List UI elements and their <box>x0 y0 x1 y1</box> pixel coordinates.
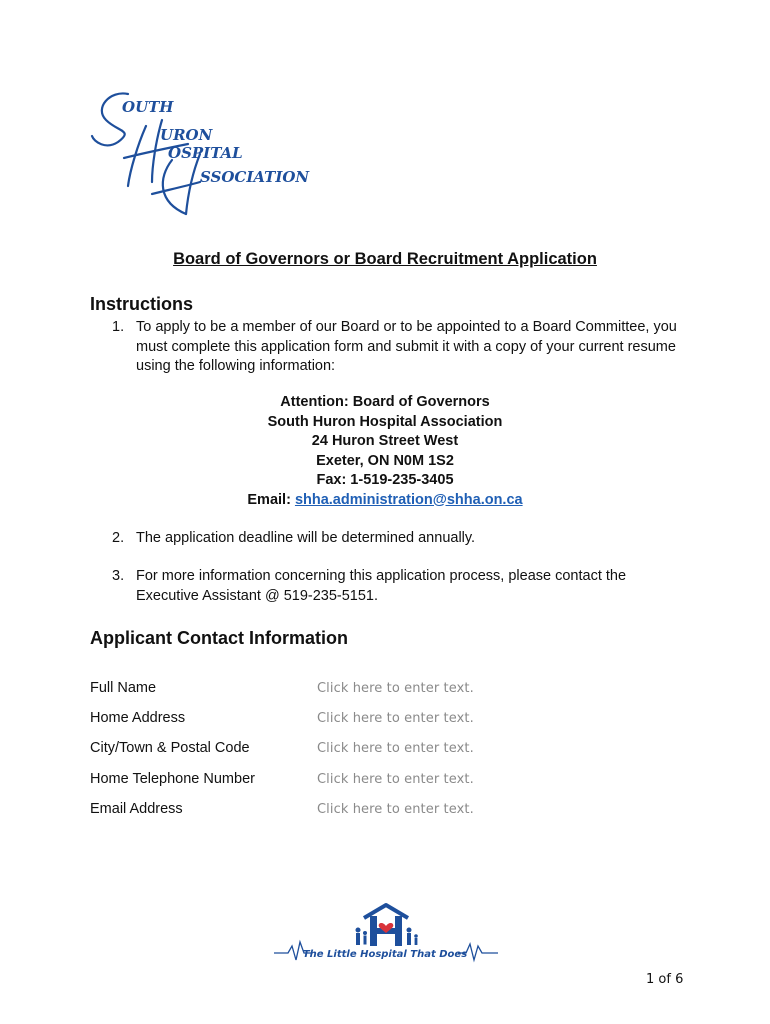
field-home-telephone <box>90 771 690 791</box>
shha-logo <box>88 82 310 222</box>
field-city-postal <box>90 740 690 760</box>
page-number: 1 of 6 <box>646 972 684 987</box>
field-home-address <box>90 710 690 730</box>
field-email-address <box>90 801 690 821</box>
address-city: Exeter, ON N0M 1S2 <box>316 452 454 469</box>
instruction-text: For more information concerning this application process, please contact the Executive Assistant @ 519-235-5151. <box>136 568 627 604</box>
contact-heading: Applicant Contact Information <box>90 628 348 648</box>
address-street: 24 Huron Street West <box>311 433 459 449</box>
instruction-number: 2. <box>112 530 125 546</box>
instruction-text: To apply to be a member of our Board or to be appointed to a Board Committee, you must complete this application form and submit it with a copy of your current resume using the following information: <box>136 319 677 374</box>
field-full-name <box>90 680 690 700</box>
email-link[interactable]: shha.administration@shha.on.ca <box>294 491 523 508</box>
footer-logo <box>272 900 500 970</box>
shha-logo-graphic <box>88 82 310 222</box>
home-address-input[interactable]: Click here to enter text. <box>317 711 474 726</box>
house-family-icon <box>272 900 500 970</box>
mailing-address <box>0 393 770 510</box>
address-org: South Huron Hospital Association <box>267 413 503 430</box>
home-telephone-input[interactable]: Click here to enter text. <box>317 772 474 787</box>
field-label: Home Telephone Number <box>90 771 255 787</box>
email-address-input[interactable]: Click here to enter text. <box>317 802 474 817</box>
field-label: Email Address <box>90 801 183 817</box>
instruction-number: 1. <box>112 319 125 335</box>
instruction-number: 3. <box>112 568 125 584</box>
field-label: Full Name <box>90 680 157 696</box>
address-email-line <box>0 491 770 511</box>
field-label: Home Address <box>90 710 186 726</box>
instruction-text: The application deadline will be determined annually. <box>136 530 476 546</box>
logo-word-association: SSOCIATION <box>200 168 310 186</box>
full-name-input[interactable]: Click here to enter text. <box>317 681 474 696</box>
instructions-heading: Instructions <box>90 294 194 314</box>
city-postal-input[interactable]: Click here to enter text. <box>317 741 474 756</box>
logo-word-hospital: OSPITAL <box>168 144 243 162</box>
footer-tagline: The Little Hospital That Does <box>302 949 468 960</box>
logo-word-huron: URON <box>160 126 213 144</box>
page-title: Board of Governors or Board Recruitment Application <box>173 250 597 268</box>
address-fax: Fax: 1-519-235-3405 <box>316 472 454 488</box>
address-email-label: Email: <box>247 491 295 508</box>
field-label: City/Town & Postal Code <box>90 740 250 756</box>
logo-word-south: OUTH <box>122 98 174 116</box>
address-attention: Attention: Board of Governors <box>280 394 490 410</box>
